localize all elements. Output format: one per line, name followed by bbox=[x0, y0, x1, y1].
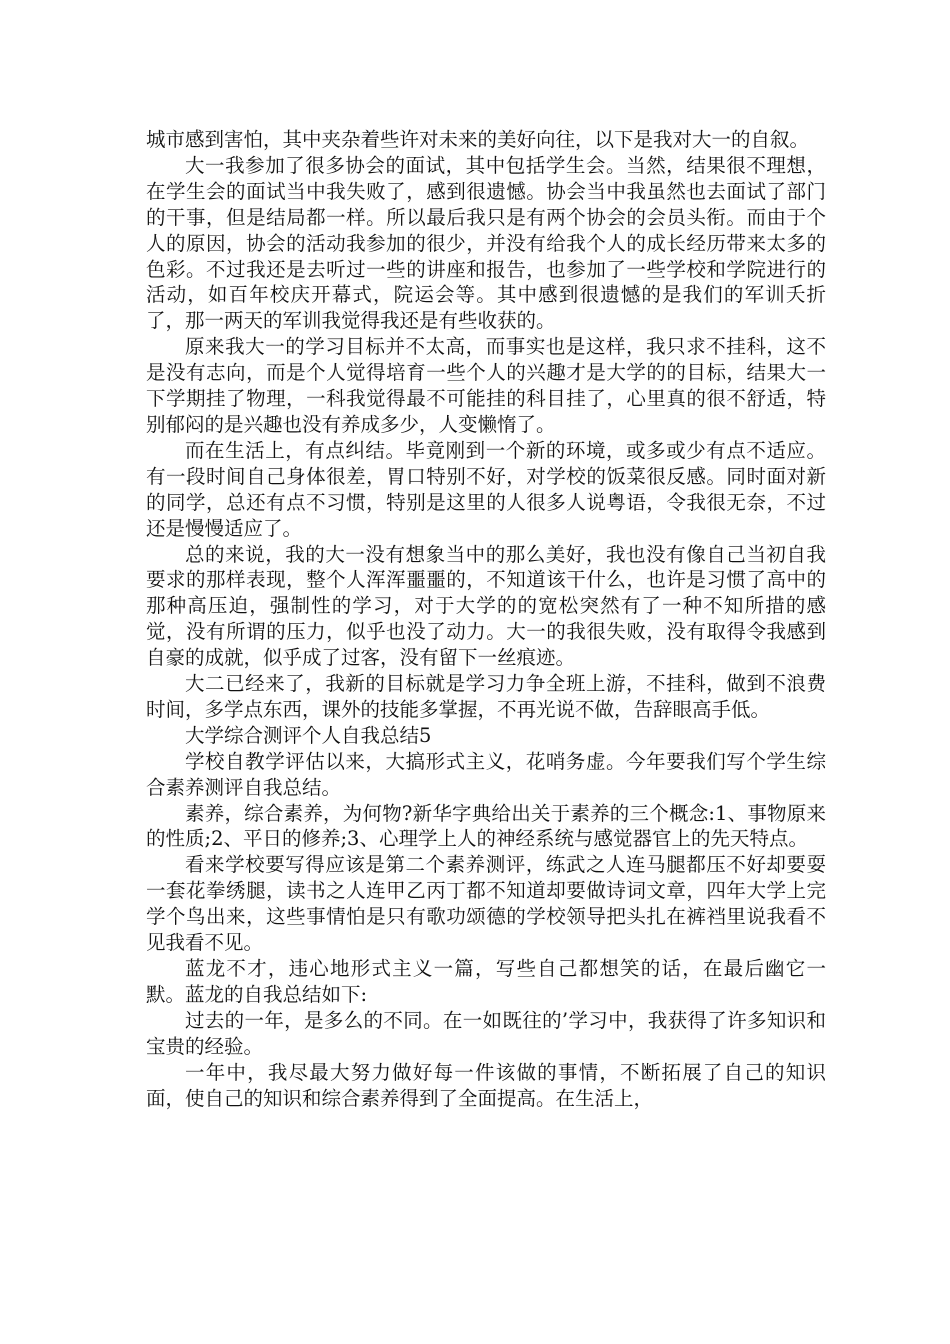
paragraph-1: 城市感到害怕，其中夹杂着些许对未来的美好向往，以下是我对大一的自叙。 bbox=[146, 128, 810, 151]
document-body bbox=[146, 127, 826, 1111]
paragraph-11: 过去的一年，是多么的不同。在一如既往的’学习中，我获得了许多知识和宝贵的经验。 bbox=[146, 1008, 826, 1058]
paragraph-6: 大二已经来了，我新的目标就是学习力争全班上游，不挂科，做到不浪费时间，多学点东西，课外的技能多掌握，不再光说不做，告辞眼高手低。 bbox=[146, 672, 826, 721]
paragraph-4: 而在生活上，有点纠结。毕竟刚到一个新的环境，或多或少有点不适应。有一段时间自己身体很差，胃口特别不好，对学校的饭菜很反感。同时面对新的同学，总还有点不习惯，特别是这里的人很多人说粤语，令我很无奈，不过还是慢慢适应了。 bbox=[146, 438, 826, 540]
paragraph-12: 一年中，我尽最大努力做好每一件该做的事情，不断拓展了自己的知识面，使自己的知识和综合素养得到了全面提高。在生活上， bbox=[146, 1060, 826, 1110]
paragraph-9: 看来学校要写得应该是第二个素养测评，练武之人连马腿都压不好却要耍一套花拳绣腿，读书之人连甲乙丙丁都不知道却要做诗词文章，四年大学上完学个鸟出来，这些事情怕是只有歌功颂德的学校领导把头扎在裤裆里说我看不见我看不见。 bbox=[146, 853, 826, 955]
paragraph-2: 大一我参加了很多协会的面试，其中包括学生会。当然，结果很不理想，在学生会的面试当中我失败了，感到很遗憾。协会当中我虽然也去面试了部门的干事，但是结局都一样。所以最后我只是有两个协会的会员头衔。而由于个人的原因，协会的活动我参加的很少，并没有给我个人的成长经历带来太多的色彩。不过我还是去听过一些的讲座和报告，也参加了一些学校和学院进行的活动，如百年校庆开幕式，院运会等。其中感到很遗憾的是我们的军训夭折了，那一两天的军训我觉得我还是有些收获的。 bbox=[146, 153, 826, 333]
paragraph-7: 学校自教学评估以来，大搞形式主义，花哨务虚。今年要我们写个学生综合素养测评自我总结。 bbox=[146, 749, 826, 799]
paragraph-5: 总的来说，我的大一没有想象当中的那么美好，我也没有像自己当初自我要求的那样表现，整个人浑浑噩噩的，不知道该干什么，也许是习惯了高中的那种高压迫，强制性的学习，对于大学的的宽松突然有了一种不知所措的感觉，没有所谓的压力，似乎也没了动力。大一的我很失败，没有取得令我感到自豪的成就，似乎成了过客，没有留下一丝痕迹。 bbox=[146, 542, 826, 670]
section-heading: 大学综合测评个人自我总结5 bbox=[185, 723, 432, 747]
paragraph-8: 素养，综合素养，为何物?新华字典给出关于素养的三个概念:1、事物原来的性质;2、平日的修养;3、心理学上人的神经系统与感觉器官上的先天特点。 bbox=[146, 801, 826, 851]
paragraph-3: 原来我大一的学习目标并不太高，而事实也是这样，我只求不挂科，这不是没有志向，而是个人觉得培育一些个人的兴趣才是大学的的目标，结果大一下学期挂了物理，一科我觉得最不可能挂的科目挂了，心里真的很不舒适，特别郁闷的是兴趣也没有养成多少，人变懒惰了。 bbox=[146, 335, 826, 436]
paragraph-10: 蓝龙不才，违心地形式主义一篇，写些自己都想笑的话，在最后幽它一默。蓝龙的自我总结如下: bbox=[146, 957, 826, 1006]
